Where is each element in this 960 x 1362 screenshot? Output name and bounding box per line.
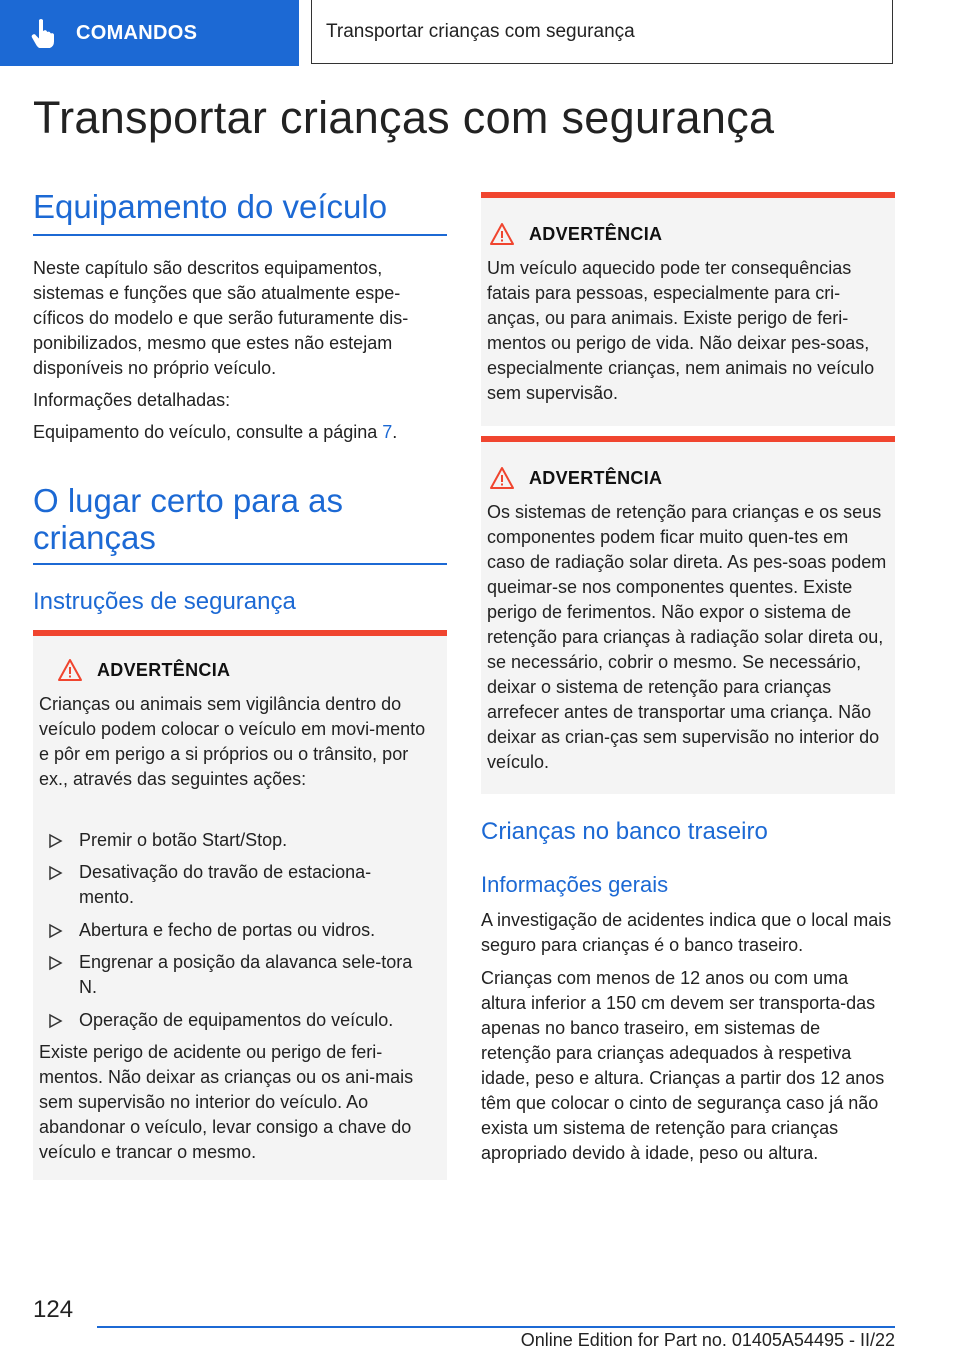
triangle-bullet-icon [47, 923, 63, 939]
warning-triangle-icon [489, 466, 515, 490]
warning-box [481, 192, 895, 426]
edition-note: Online Edition for Part no. 01405A54495 - II/22 [520, 1330, 895, 1350]
triangle-bullet-icon [47, 1013, 63, 1029]
info-paragraph: Crianças com menos de 12 anos ou com uma altura inferior a 150 cm devem ser transporta-das apenas no banco traseiro, em sistemas de retenção para crianças adequados à respetiva idade, peso e altura. Crianças a partir dos 12 anos têm que colocar o cinto de segurança caso já não exista um sistema de retenção para crianças apropriado devido à idade, peso ou altura. [481, 968, 885, 1163]
reference-text: Equipamento do veículo, consulte a página [33, 422, 383, 442]
details-label: Informações detalhadas: [33, 390, 231, 410]
warning-header [57, 658, 230, 682]
warning-header [489, 466, 662, 490]
reference-end: . [392, 422, 398, 442]
list-item [47, 950, 427, 1000]
equipment-paragraph: Neste capítulo são descritos equipamentos, sistemas e funções que são atualmente espe-cíficos do modelo e que serão futuramente dis-ponibilizados, mesmo que estes não estejam disponíveis no próprio veículo. [33, 258, 409, 378]
safety-instructions-heading: Instruções de segurança [33, 588, 296, 615]
rear-seat-heading: Crianças no banco traseiro [481, 818, 768, 845]
warning-title: ADVERTÊNCIA [529, 467, 663, 488]
breadcrumb-label: Transportar crianças com segurança [326, 20, 635, 42]
triangle-bullet-icon [47, 865, 63, 881]
warning-body: Os sistemas de retenção para crianças e os seus componentes podem ficar muito quen-tes em caso de radiação solar direta. As pes-soas podem queimar-se nos componentes quentes. Existe perigo de ferimentos. Não expor o sistema de retenção para crianças à radiação solar direta ou, se necessário, cobrir o mesmo. Se necessário, deixar o sistema de retenção para crianças arrefecer antes de transportar uma criança. Não deixar as crian-ças sem supervisão no interior do veículo. [487, 502, 887, 772]
warning-title: ADVERTÊNCIA [529, 223, 663, 244]
list-item-text: Premir o botão Start/Stop. [79, 830, 288, 850]
breadcrumb [311, 0, 893, 64]
equipment-heading: Equipamento do veículo [33, 188, 388, 225]
warning-triangle-icon [57, 658, 83, 682]
warning-box [33, 630, 447, 1180]
equipment-reference [33, 420, 447, 445]
warning-box [481, 436, 895, 794]
triangle-bullet-icon [47, 955, 63, 971]
footer-rule [97, 1326, 895, 1328]
warning-outro: Existe perigo de acidente ou perigo de feri-mentos. Não deixar as crianças ou os ani-mais sem supervisão no interior do veículo. Ao abandonar o veículo, levar consigo a chave do veículo e trancar o mesmo. [39, 1042, 414, 1162]
triangle-bullet-icon [47, 833, 63, 849]
warning-intro: Crianças ou animais sem vigilância dentro do veículo podem colocar o veículo em movi-mento e pôr em perigo a si próprios ou o trânsito, por ex., através das seguintes ações: [39, 694, 426, 789]
warning-body: Um veículo aquecido pode ter consequências fatais para pessoas, especialmente para cri-anças, ou para animais. Existe perigo de feri-mentos ou perigo de vida. Não deixar pes-soas, especialmente crianças, nem animais no veículo sem supervisão. [487, 258, 875, 403]
section-tab-label: COMANDOS [76, 21, 198, 44]
page-number: 124 [33, 1296, 74, 1323]
heading-rule [33, 563, 447, 565]
list-item [47, 1008, 427, 1033]
page-title: Transportar crianças com segurança [33, 92, 775, 143]
list-item [47, 828, 427, 853]
page-link[interactable]: 7 [382, 422, 393, 442]
list-item-text: Operação de equipamentos do veículo. [79, 1010, 394, 1030]
pointing-hand-icon [20, 0, 66, 66]
warning-title: ADVERTÊNCIA [97, 659, 231, 680]
warning-triangle-icon [489, 222, 515, 246]
right-place-heading: O lugar certo para as crianças [33, 482, 343, 556]
list-item-text: Desativação do travão de estaciona-mento. [79, 862, 372, 907]
list-item [47, 918, 427, 943]
list-item-text: Abertura e fecho de portas ou vidros. [79, 920, 376, 940]
list-item-text: Engrenar a posição da alavanca sele-tora N. [79, 952, 413, 997]
info-paragraph: A investigação de acidentes indica que o local mais seguro para crianças é o banco traseiro. [481, 910, 892, 955]
warning-header [489, 222, 662, 246]
general-info-heading: Informações gerais [481, 872, 669, 897]
section-tab[interactable] [0, 0, 299, 66]
heading-rule [33, 234, 447, 236]
list-item [47, 860, 427, 910]
